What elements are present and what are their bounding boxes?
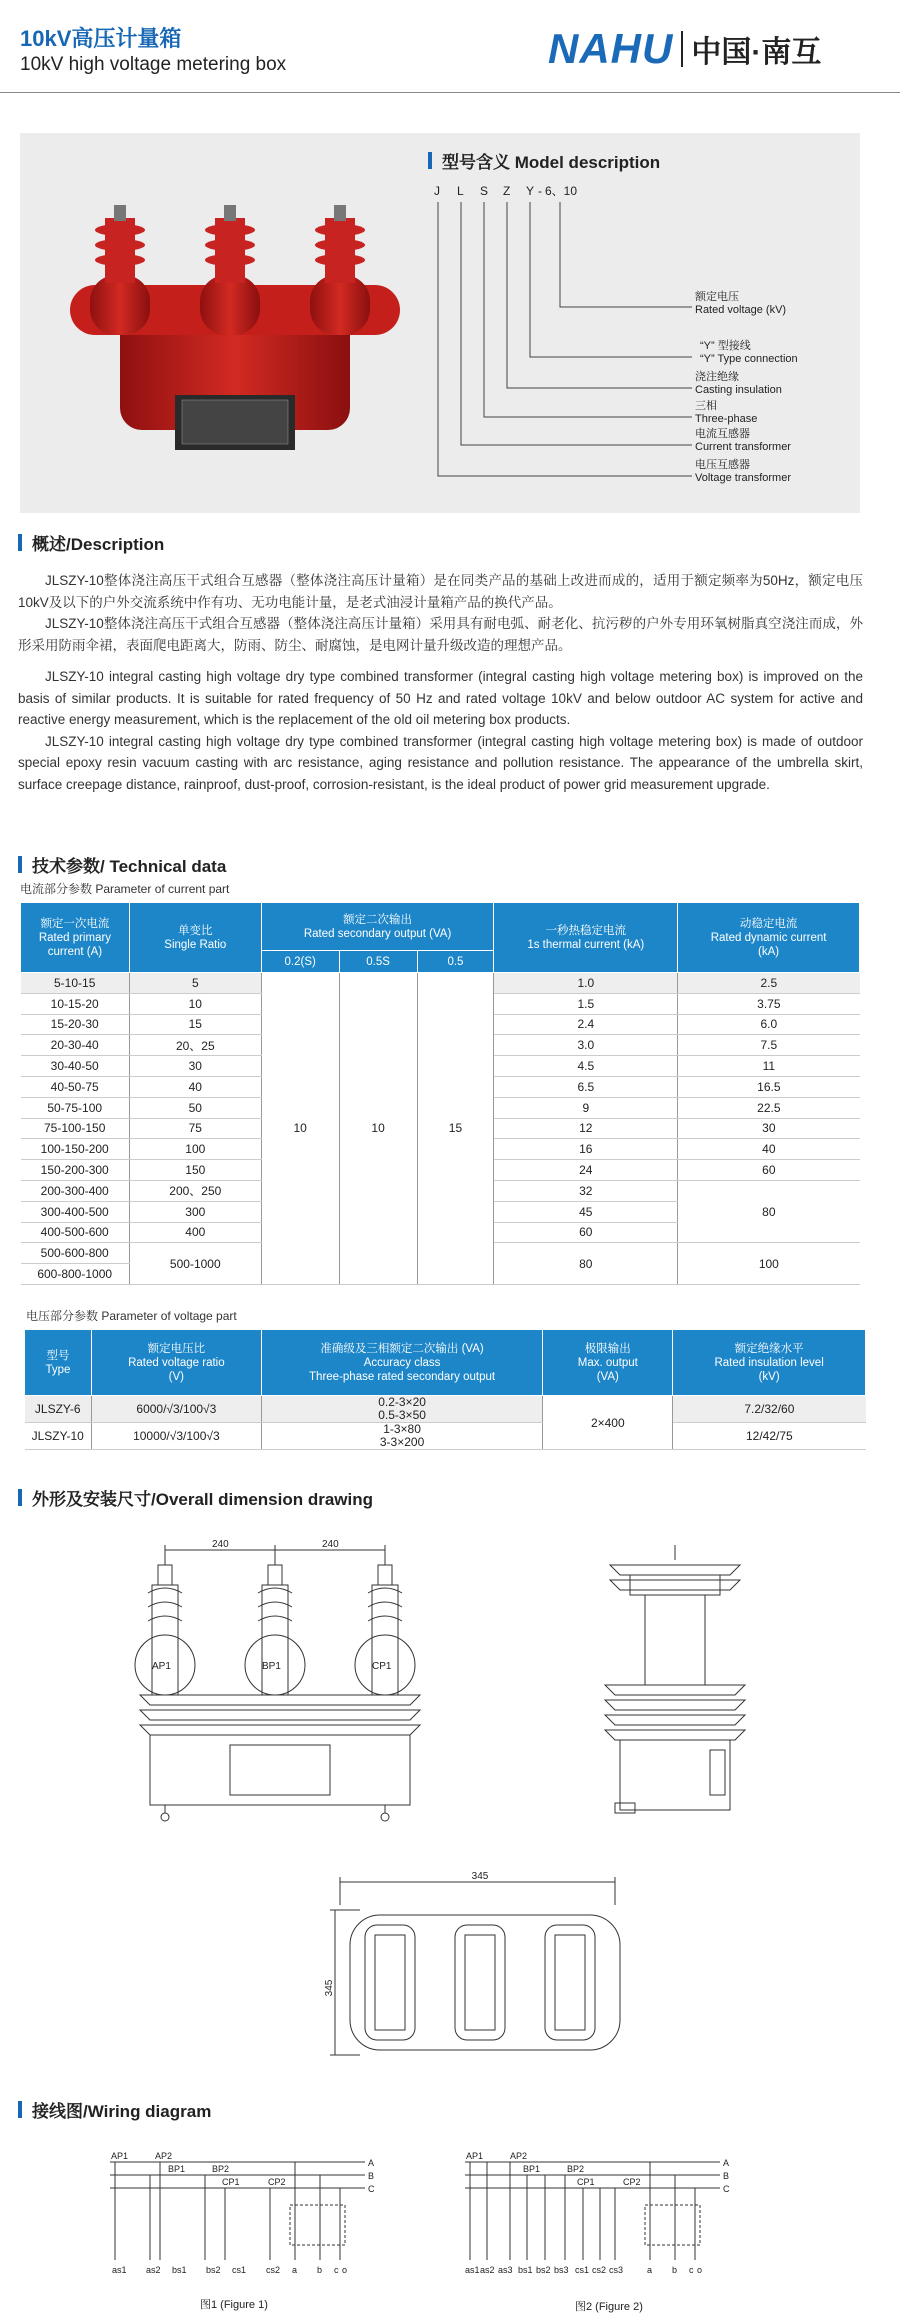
wiring1-phase-b: B bbox=[368, 2171, 375, 2181]
wiring2-cp1: CP1 bbox=[577, 2177, 595, 2187]
wiring2-bs2: bs2 bbox=[536, 2265, 551, 2275]
wiring2-cp2: CP2 bbox=[623, 2177, 641, 2187]
cell-thermal: 4.5 bbox=[494, 1056, 678, 1077]
cell-ratio: 50 bbox=[129, 1097, 261, 1118]
model-letter-z: Z bbox=[503, 184, 511, 198]
cell-ratio: 300 bbox=[129, 1201, 261, 1222]
wiring1-cs1: cs1 bbox=[232, 2265, 247, 2275]
cell-ratio: 75 bbox=[129, 1118, 261, 1139]
wiring1-bp2: BP2 bbox=[212, 2164, 230, 2174]
table-row bbox=[21, 973, 860, 994]
wiring2-as3: as3 bbox=[498, 2265, 513, 2275]
cell-thermal: 9 bbox=[494, 1097, 678, 1118]
voltage-table bbox=[24, 1329, 866, 1450]
wiring1-bp1: BP1 bbox=[168, 2164, 186, 2174]
figure-1-caption: 图1 (Figure 1) bbox=[200, 2299, 268, 2311]
vcol-ratio: 额定电压比 Rated voltage ratio (V) bbox=[91, 1330, 261, 1396]
cell-dynamic: 6.0 bbox=[678, 1014, 860, 1035]
cell-thermal: 6.5 bbox=[494, 1076, 678, 1097]
model-label-en: Current transformer bbox=[695, 441, 791, 453]
wiring1-o: o bbox=[342, 2265, 348, 2275]
description-paragraph: JLSZY-10 integral casting high voltage dry type combined transformer (integral casting high voltage metering box) is made of outdoor special epoxy resin vacuum casting with arc resistance, aging resistance and pollution resistance. The appearance of the umbrella skirt, surface creepage distance, rainproof, dust-proof, corrosion-resistant, is the ideal product of power grid measurement upgrade. bbox=[18, 733, 863, 792]
cell-primary: 50-75-100 bbox=[21, 1097, 130, 1118]
cell-ratio: 150 bbox=[129, 1160, 261, 1181]
wiring1-ap1: AP1 bbox=[111, 2151, 129, 2161]
description-paragraph: JLSZY-10 integral casting high voltage dry type combined transformer (integral casting high voltage metering box) is improved on the basis of similar products. It is suitable for rated frequency of 50 Hz and rated voltage 10kV and below outdoor AC system for active and reactive energy measurement, which is the replacement of the old oil metering box products. bbox=[18, 669, 863, 727]
wiring2-bp1: BP1 bbox=[523, 2164, 541, 2174]
model-label-en: Voltage transformer bbox=[695, 472, 791, 484]
cell-primary: 5-10-15 bbox=[21, 973, 130, 994]
wiring1-as1: as1 bbox=[112, 2265, 127, 2275]
cell-thermal: 16 bbox=[494, 1139, 678, 1160]
vcol-max: 极限输出 Max. output (VA) bbox=[543, 1330, 673, 1396]
model-label-en: “Y” Type connection bbox=[700, 353, 798, 365]
model-letter-voltage: 6、10 bbox=[545, 184, 578, 198]
wiring1-bs1: bs1 bbox=[172, 2265, 187, 2275]
col-sub: 0.5 bbox=[417, 951, 494, 973]
logo-cn: 中国·南互 bbox=[691, 36, 822, 69]
col-secondary: 额定二次输出 Rated secondary output (VA) bbox=[261, 903, 494, 951]
cell-dynamic: 80 bbox=[678, 1180, 860, 1242]
cell-thermal: 2.4 bbox=[494, 1014, 678, 1035]
col-primary: 额定一次电流 Rated primary current (A) bbox=[21, 903, 130, 973]
cell-primary: 10-15-20 bbox=[21, 993, 130, 1014]
wiring-figure-2 bbox=[465, 2150, 735, 2290]
wiring2-cs3: cs3 bbox=[609, 2265, 624, 2275]
model-label-cn: 浇注绝缘 bbox=[695, 371, 739, 383]
cell-dynamic: 30 bbox=[678, 1118, 860, 1139]
logo-brand: NAHU bbox=[548, 25, 674, 72]
wiring1-ap2: AP2 bbox=[155, 2151, 173, 2161]
cell-thermal: 45 bbox=[494, 1201, 678, 1222]
cell-thermal: 1.5 bbox=[494, 993, 678, 1014]
model-heading: 型号含义 Model description bbox=[428, 148, 660, 173]
cell-ratio: 20、25 bbox=[129, 1035, 261, 1056]
current-table bbox=[20, 902, 860, 1285]
voltage-caption: 电压部分参数 Parameter of voltage part bbox=[26, 1309, 237, 1323]
cell-primary: 600-800-1000 bbox=[21, 1264, 130, 1285]
cell-primary: 75-100-150 bbox=[21, 1118, 130, 1139]
description-paragraph: JLSZY-10整体浇注高压干式组合互感器（整体浇注高压计量箱）采用具有耐电弧、耐老化、抗污秽的户外专用环氧树脂真空浇注而成，外形采用防雨伞裙，表面爬电距离大，防雨、防尘、耐腐蚀，是电网计量升级改造的理想产品。 bbox=[18, 616, 863, 653]
wiring2-phase-c: C bbox=[723, 2184, 730, 2194]
cell-thermal: 3.0 bbox=[494, 1035, 678, 1056]
col-ratio: 单变比 Single Ratio bbox=[129, 903, 261, 973]
model-label-cn: 三相 bbox=[695, 400, 717, 412]
dim-240-left: 240 bbox=[212, 1539, 229, 1550]
model-label-cn: 额定电压 bbox=[695, 291, 739, 303]
model-letter-l: L bbox=[457, 184, 464, 198]
page-title-en: 10kV high voltage metering box bbox=[20, 54, 287, 75]
cell-dynamic: 22.5 bbox=[678, 1097, 860, 1118]
model-label-cn: 电流互感器 bbox=[695, 428, 750, 440]
header-divider bbox=[0, 92, 900, 93]
col-thermal: 一秒热稳定电流 1s thermal current (kA) bbox=[494, 903, 678, 973]
model-label-cn: “Y” 型接线 bbox=[700, 340, 751, 352]
cell-ratio: 200、250 bbox=[129, 1180, 261, 1201]
front-view-drawing bbox=[130, 1535, 430, 1835]
wiring1-as2: as2 bbox=[146, 2265, 161, 2275]
cell-secondary: 10 bbox=[261, 973, 339, 1285]
wiring2-ap2: AP2 bbox=[510, 2151, 528, 2161]
wiring1-phase-c: C bbox=[368, 2184, 375, 2194]
cell-ratio: 10 bbox=[129, 993, 261, 1014]
dimension-heading: 外形及安装尺寸/Overall dimension drawing bbox=[18, 1485, 373, 1510]
model-label-en: Casting insulation bbox=[695, 384, 782, 396]
description-heading: 概述/Description bbox=[18, 530, 164, 555]
wiring1-cp1: CP1 bbox=[222, 2177, 240, 2187]
cell-primary: 30-40-50 bbox=[21, 1056, 130, 1077]
cell-ratio: 5 bbox=[129, 973, 261, 994]
wiring1-phase-a: A bbox=[368, 2158, 375, 2168]
model-label-en: Three-phase bbox=[695, 413, 758, 425]
vcol-accuracy: 准确级及三相额定二次输出 (VA) Accuracy class Three-phase rated secondary output bbox=[261, 1330, 543, 1396]
model-letter-dash: - bbox=[538, 184, 542, 198]
cell-ratio: 500-1000 bbox=[129, 1243, 261, 1285]
cell-dynamic: 11 bbox=[678, 1056, 860, 1077]
cell-primary: 500-600-800 bbox=[21, 1243, 130, 1264]
figure-2-caption: 图2 (Figure 2) bbox=[575, 2301, 643, 2313]
table-row: JLSZY-10 10000/√3/100√3 1-3×80 3-3×200 12/42/75 bbox=[25, 1423, 866, 1450]
cell-dynamic: 60 bbox=[678, 1160, 860, 1181]
cell-thermal: 12 bbox=[494, 1118, 678, 1139]
vcol-type: 型号 Type bbox=[25, 1330, 92, 1396]
cell-dynamic: 7.5 bbox=[678, 1035, 860, 1056]
cell-dynamic: 40 bbox=[678, 1139, 860, 1160]
product-photo bbox=[50, 200, 410, 460]
model-letter-j: J bbox=[434, 184, 440, 198]
cell-dynamic: 3.75 bbox=[678, 993, 860, 1014]
cell-thermal: 80 bbox=[494, 1243, 678, 1285]
cell-dynamic: 2.5 bbox=[678, 973, 860, 994]
cell-thermal: 24 bbox=[494, 1160, 678, 1181]
wiring2-cs2: cs2 bbox=[592, 2265, 607, 2275]
top-view-drawing bbox=[320, 1870, 640, 2070]
wiring2-as1: as1 bbox=[465, 2265, 480, 2275]
wiring2-ap1: AP1 bbox=[466, 2151, 484, 2161]
brand-logo bbox=[548, 26, 821, 72]
wiring1-bs2: bs2 bbox=[206, 2265, 221, 2275]
label-bp1: BP1 bbox=[262, 1661, 281, 1672]
col-dynamic: 动稳定电流 Rated dynamic current (kA) bbox=[678, 903, 860, 973]
wiring-heading: 接线图/Wiring diagram bbox=[18, 2097, 211, 2122]
wiring1-cp2: CP2 bbox=[268, 2177, 286, 2187]
dim-345-width: 345 bbox=[471, 1871, 489, 1882]
cell-thermal: 32 bbox=[494, 1180, 678, 1201]
wiring1-c: c bbox=[334, 2265, 339, 2275]
wiring-figure-1 bbox=[110, 2150, 380, 2290]
cell-dynamic: 100 bbox=[678, 1243, 860, 1285]
cell-primary: 400-500-600 bbox=[21, 1222, 130, 1243]
page-title-cn: 10kV高压计量箱 bbox=[20, 26, 182, 51]
wiring2-as2: as2 bbox=[480, 2265, 495, 2275]
technical-heading: 技术参数/ Technical data bbox=[18, 852, 226, 877]
cell-ratio: 40 bbox=[129, 1076, 261, 1097]
cell-secondary: 10 bbox=[339, 973, 417, 1285]
wiring2-a: a bbox=[647, 2265, 653, 2275]
wiring1-b: b bbox=[317, 2265, 323, 2275]
wiring2-phase-a: A bbox=[723, 2158, 730, 2168]
cell-primary: 150-200-300 bbox=[21, 1160, 130, 1181]
cell-ratio: 15 bbox=[129, 1014, 261, 1035]
cell-primary: 15-20-30 bbox=[21, 1014, 130, 1035]
cell-primary: 200-300-400 bbox=[21, 1180, 130, 1201]
current-caption: 电流部分参数 Parameter of current part bbox=[20, 882, 230, 896]
wiring2-bs1: bs1 bbox=[518, 2265, 533, 2275]
cell-primary: 40-50-75 bbox=[21, 1076, 130, 1097]
dim-345-height: 345 bbox=[324, 1979, 335, 1997]
label-ap1: AP1 bbox=[152, 1661, 171, 1672]
wiring2-b: b bbox=[672, 2265, 678, 2275]
cell-ratio: 100 bbox=[129, 1139, 261, 1160]
wiring2-o: o bbox=[697, 2265, 703, 2275]
wiring1-cs2: cs2 bbox=[266, 2265, 281, 2275]
vcol-insulation: 额定绝缘水平 Rated insulation level (kV) bbox=[673, 1330, 866, 1396]
table-row: JLSZY-6 6000/√3/100√3 0.2-3×20 0.5-3×50 2×400 7.2/32/60 bbox=[25, 1396, 866, 1423]
label-cp1: CP1 bbox=[372, 1661, 392, 1672]
model-label-en: Rated voltage (kV) bbox=[695, 304, 787, 316]
cell-thermal: 60 bbox=[494, 1222, 678, 1243]
cell-thermal: 1.0 bbox=[494, 973, 678, 994]
model-label-cn: 电压互感器 bbox=[695, 459, 750, 471]
cell-dynamic: 16.5 bbox=[678, 1076, 860, 1097]
side-view-drawing bbox=[600, 1545, 750, 1825]
cell-primary: 300-400-500 bbox=[21, 1201, 130, 1222]
description-text bbox=[18, 570, 863, 795]
cell-primary: 100-150-200 bbox=[21, 1139, 130, 1160]
description-paragraph: JLSZY-10整体浇注高压干式组合互感器（整体浇注高压计量箱）是在同类产品的基础上改进而成的，适用于额定频率为50Hz，额定电压10kV及以下的户外交流系统中作有功、无功电能计量，是老式油浸计量箱产品的换代产品。 bbox=[18, 573, 863, 610]
model-letter-y: Y bbox=[526, 184, 535, 198]
col-sub: 0.2(S) bbox=[261, 951, 339, 973]
col-sub: 0.5S bbox=[339, 951, 417, 973]
model-diagram bbox=[430, 180, 850, 500]
wiring1-a: a bbox=[292, 2265, 298, 2275]
wiring2-cs1: cs1 bbox=[575, 2265, 590, 2275]
dim-240-right: 240 bbox=[322, 1539, 339, 1550]
cell-ratio: 30 bbox=[129, 1056, 261, 1077]
model-letter-s: S bbox=[480, 184, 489, 198]
cell-primary: 20-30-40 bbox=[21, 1035, 130, 1056]
wiring2-phase-b: B bbox=[723, 2171, 730, 2181]
wiring2-c: c bbox=[689, 2265, 694, 2275]
cell-ratio: 400 bbox=[129, 1222, 261, 1243]
wiring2-bp2: BP2 bbox=[567, 2164, 585, 2174]
cell-secondary: 15 bbox=[417, 973, 494, 1285]
wiring2-bs3: bs3 bbox=[554, 2265, 569, 2275]
